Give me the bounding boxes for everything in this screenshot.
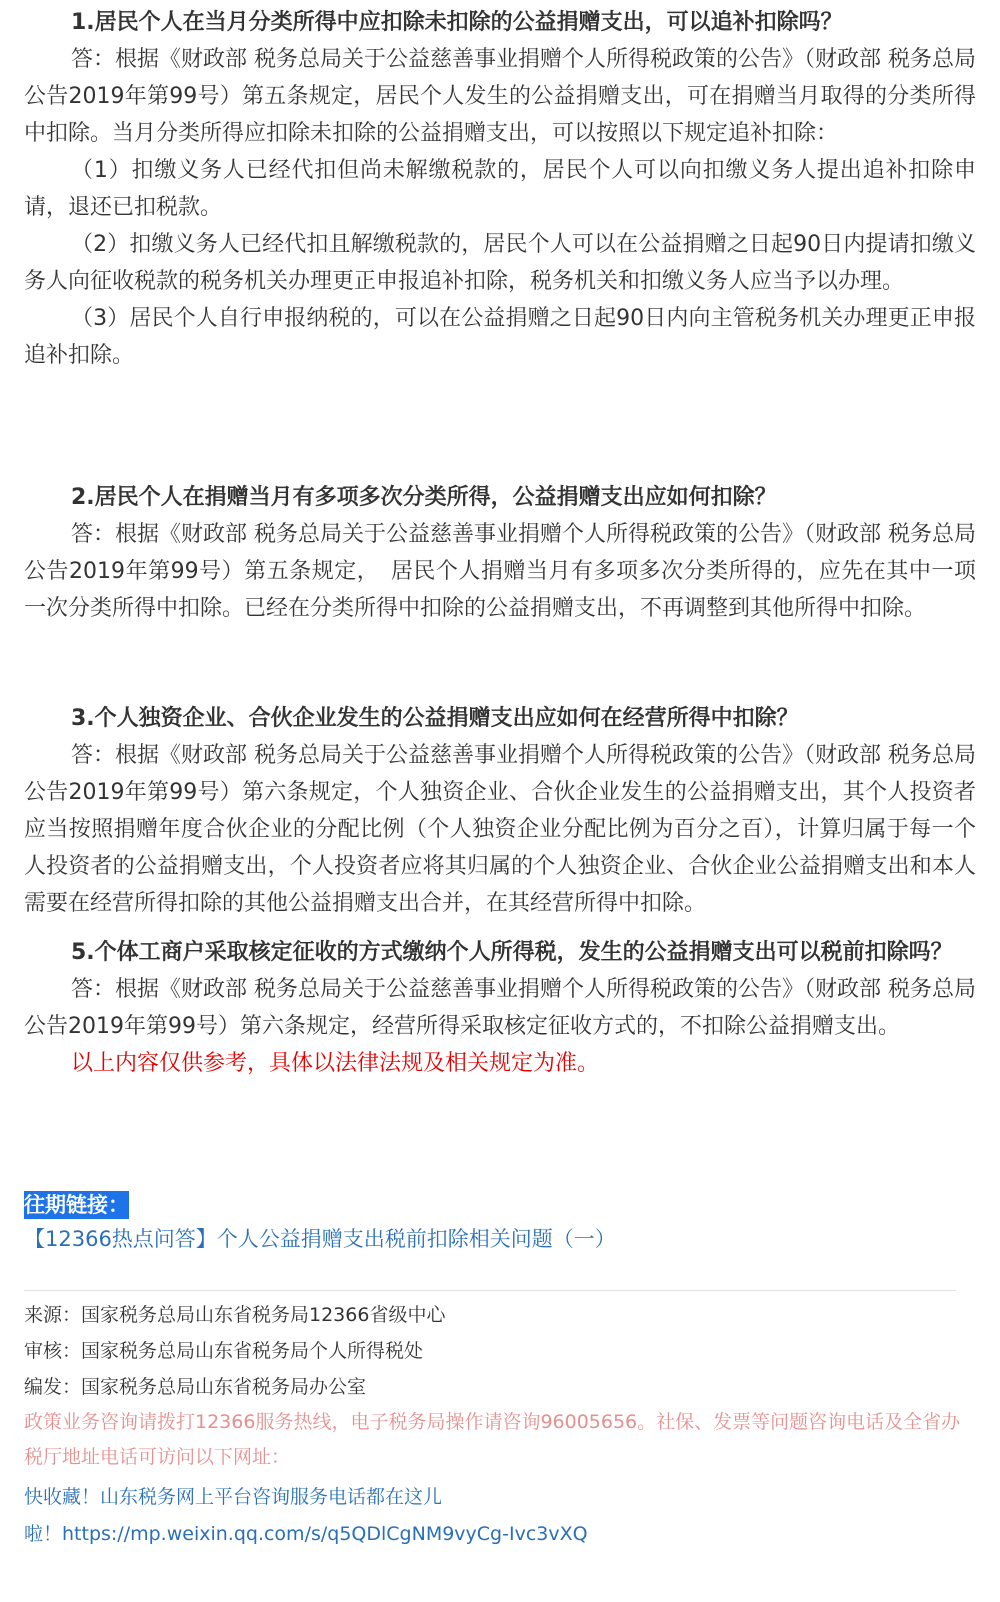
section-5 xyxy=(24,934,976,1082)
footer-source: 来源：国家税务总局山东省税务局12366省级中心 xyxy=(24,1304,446,1326)
footer-link-line-1[interactable]: 快收藏！山东税务网上平台咨询服务电话都在这儿 xyxy=(24,1486,443,1508)
answer-1-item-2: （2）扣缴义务人已经代扣且解缴税款的，居民个人可以在公益捐赠之日起90日内提请扣缴义务人向征收税款的税务机关办理更正申报追补扣除，税务机关和扣缴义务人应当予以办理。 xyxy=(24,232,976,294)
past-links-heading: 往期链接： xyxy=(24,1193,129,1217)
question-5-title: 5.个体工商户采取核定征收的方式缴纳个人所得税，发生的公益捐赠支出可以税前扣除吗？ xyxy=(71,940,953,965)
question-3-title: 3.个人独资企业、合伙企业发生的公益捐赠支出应如何在经营所得中扣除？ xyxy=(71,706,799,731)
answer-1-item-1: （1）扣缴义务人已经代扣但尚未解缴税款的，居民个人可以向扣缴义务人提出追补扣除申请，退还已扣税款。 xyxy=(24,158,976,220)
answer-1-item-3: （3）居民个人自行申报纳税的，可以在公益捐赠之日起90日内向主管税务机关办理更正申报追补扣除。 xyxy=(24,306,976,368)
disclaimer-notice: 以上内容仅供参考，具体以法律法规及相关规定为准。 xyxy=(71,1051,600,1076)
section-3 xyxy=(24,700,976,930)
answer-3-paragraph: 答：根据《财政部 税务总局关于公益慈善事业捐赠个人所得税政策的公告》（财政部 税务总局公告2019年第99号）第六条规定，个人独资企业、合伙企业发生的公益捐赠支出，其个人投资者应当按照捐赠年度合伙企业的分配比例（个人独资企业分配比例为百分之百），计算归属于每一个人投资者的公益捐赠支出，个人投资者应将其归属的个人独资企业、合伙企业公益捐赠支出和本人需要在经营所得扣除的其他公益捐赠支出合并，在其经营所得中扣除。 xyxy=(24,743,976,916)
section-2 xyxy=(24,479,976,627)
footer-hotline: 政策业务咨询请拨打12366服务热线，电子税务局操作请咨询96005656。社保、发票等问题咨询电话及全省办税厅地址电话可访问以下网址： xyxy=(24,1411,961,1468)
answer-5-paragraph: 答：根据《财政部 税务总局关于公益慈善事业捐赠个人所得税政策的公告》（财政部 税务总局公告2019年第99号）第六条规定，经营所得采取核定征收方式的，不扣除公益捐赠支出。 xyxy=(24,977,976,1039)
section-1 xyxy=(24,4,976,374)
past-links xyxy=(24,1190,976,1256)
question-2-title: 2.居民个人在捐赠当月有多项多次分类所得，公益捐赠支出应如何扣除？ xyxy=(71,485,777,510)
past-link-item[interactable]: 【12366热点问答】个人公益捐赠支出税前扣除相关问题（一） xyxy=(24,1227,616,1251)
footer-review: 审核：国家税务总局山东省税务局个人所得税处 xyxy=(24,1340,424,1362)
question-1-title: 1.居民个人在当月分类所得中应扣除未扣除的公益捐赠支出，可以追补扣除吗？ xyxy=(71,10,843,35)
footer-publish: 编发：国家税务总局山东省税务局办公室 xyxy=(24,1376,367,1398)
answer-2-paragraph: 答：根据《财政部 税务总局关于公益慈善事业捐赠个人所得税政策的公告》（财政部 税务总局公告2019年第99号）第五条规定， 居民个人捐赠当月有多项多次分类所得的，应先在其中一项一次分类所得中扣除。已经在分类所得中扣除的公益捐赠支出，不再调整到其他所得中扣除。 xyxy=(24,522,976,621)
footer xyxy=(24,1297,976,1553)
divider xyxy=(24,1290,956,1291)
answer-1-paragraph: 答：根据《财政部 税务总局关于公益慈善事业捐赠个人所得税政策的公告》（财政部 税务总局公告2019年第99号）第五条规定，居民个人发生的公益捐赠支出，可在捐赠当月取得的分类所得中扣除。当月分类所得应扣除未扣除的公益捐赠支出，可以按照以下规定追补扣除： xyxy=(24,47,976,146)
footer-link-line-2[interactable]: 啦！https://mp.weixin.qq.com/s/q5QDlCgNM9vyCg-Ivc3vXQ xyxy=(24,1523,588,1545)
